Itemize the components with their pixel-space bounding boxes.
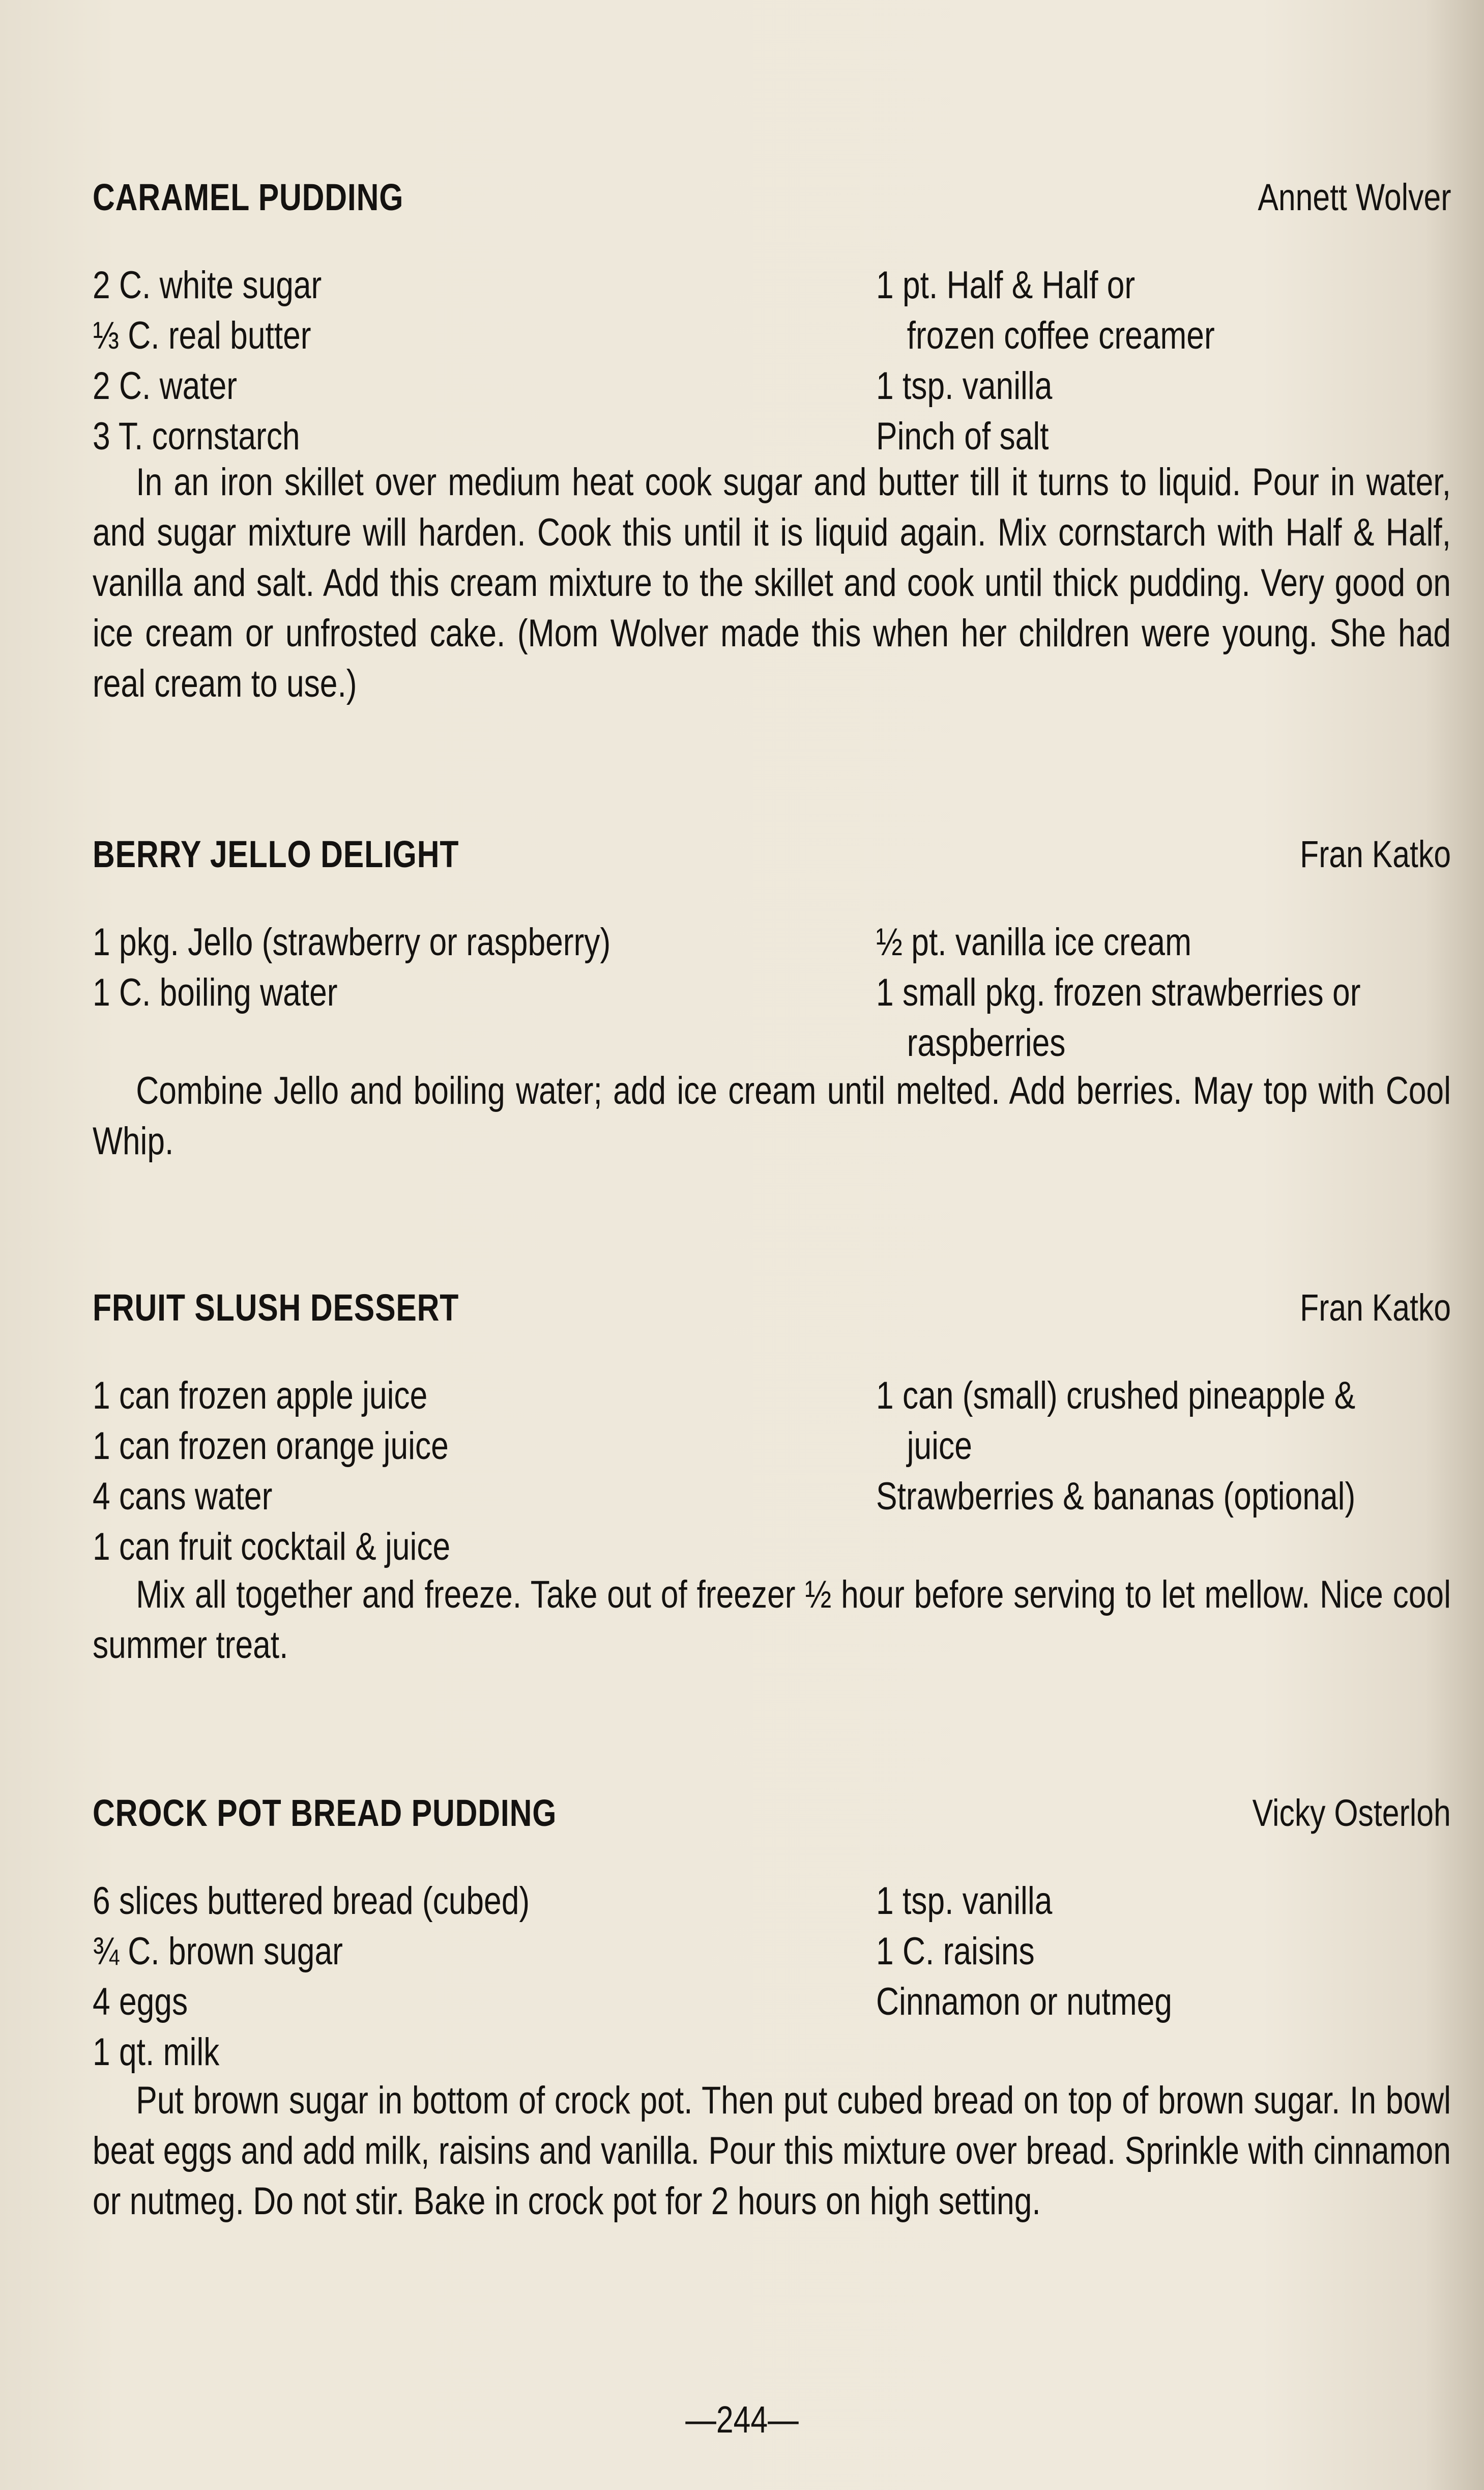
ingredient: Strawberries & bananas (optional) xyxy=(876,1475,1356,1518)
recipe-title: CARAMEL PUDDING xyxy=(93,176,404,218)
ingredient: 1 can frozen orange juice xyxy=(93,1424,449,1468)
ingredients-right-column xyxy=(876,1370,1461,1522)
recipe-directions xyxy=(93,1066,1451,1166)
directions-text: In an iron skillet over medium heat cook sugar and butter till it turns to liquid. Pour in water, and sugar mixture will harden. Cook this until it is liquid again. Mix cornstarch with Half & Half, vanilla and salt. Add this cream mixture to the skillet and cook until thick pudding. Very good on ice cream or unfrosted cake. (Mom Wolver made this when her children were young. She had real cream to use.) xyxy=(93,461,1451,705)
ingredient-list xyxy=(93,260,1451,462)
ingredient: 1 small pkg. frozen strawberries or xyxy=(876,971,1361,1014)
ingredients-left-column xyxy=(93,1370,529,1572)
recipe-crock-pot-bread-pudding xyxy=(93,1791,1451,2223)
recipe-author: Fran Katko xyxy=(1300,833,1451,875)
recipe-title: FRUIT SLUSH DESSERT xyxy=(93,1286,459,1329)
ingredients-left-column xyxy=(93,1876,626,2077)
recipe-caramel-pudding xyxy=(93,176,1451,705)
ingredient-list xyxy=(93,917,1451,1068)
recipe-title: CROCK POT BREAD PUDDING xyxy=(93,1792,557,1834)
ingredients-right-column xyxy=(876,917,1467,1068)
recipe-directions xyxy=(93,457,1451,709)
ingredient: frozen coffee creamer xyxy=(907,314,1215,357)
ingredient: Cinnamon or nutmeg xyxy=(876,1980,1172,2023)
ingredients-left-column xyxy=(93,917,724,1018)
directions-text: Combine Jello and boiling water; add ice cream until melted. Add berries. May top with Cool Whip. xyxy=(93,1069,1451,1163)
page-number: —244— xyxy=(685,2398,799,2441)
ingredient: 6 slices buttered bread (cubed) xyxy=(93,1879,530,1923)
recipe-author: Fran Katko xyxy=(1300,1286,1451,1329)
ingredient: 1 pkg. Jello (strawberry or raspberry) xyxy=(93,921,611,964)
ingredient: 1 can fruit cocktail & juice xyxy=(93,1525,451,1568)
recipe-header xyxy=(93,1791,1451,1842)
recipe-header xyxy=(93,1286,1451,1337)
ingredient: juice xyxy=(907,1424,972,1468)
ingredients-right-column xyxy=(876,260,1289,462)
ingredient: 1 can frozen apple juice xyxy=(93,1374,428,1417)
ingredient: 2 C. water xyxy=(93,364,238,408)
recipe-directions xyxy=(93,1569,1451,1670)
ingredient: Pinch of salt xyxy=(876,415,1049,458)
ingredient-list xyxy=(93,1370,1451,1572)
recipe-title: BERRY JELLO DELIGHT xyxy=(93,833,459,875)
recipe-directions xyxy=(93,2075,1451,2226)
ingredient: 3 T. cornstarch xyxy=(93,415,300,458)
ingredient: 1 pt. Half & Half or xyxy=(876,264,1136,307)
ingredient: 1 tsp. vanilla xyxy=(876,364,1053,408)
ingredient: 2 C. white sugar xyxy=(93,264,322,307)
ingredients-right-column xyxy=(876,1876,1237,2027)
ingredient: 1 qt. milk xyxy=(93,2030,220,2074)
recipe-author: Annett Wolver xyxy=(1258,176,1451,218)
ingredient-list xyxy=(93,1876,1451,2077)
recipe-header xyxy=(93,176,1451,226)
ingredient: 1 can (small) crushed pineapple & xyxy=(876,1374,1356,1417)
ingredient: ½ pt. vanilla ice cream xyxy=(876,921,1192,964)
directions-text: Put brown sugar in bottom of crock pot. Then put cubed bread on top of brown sugar. In bowl beat eggs and add milk, raisins and vanilla. Pour this mixture over bread. Sprinkle with cinnamon or nutmeg. Do not stir. Bake in crock pot for 2 hours on high setting. xyxy=(93,2079,1451,2223)
ingredient: raspberries xyxy=(907,1021,1066,1065)
ingredient: ¾ C. brown sugar xyxy=(93,1930,343,1973)
ingredient: 4 cans water xyxy=(93,1475,273,1518)
recipe-author: Vicky Osterloh xyxy=(1252,1792,1451,1834)
ingredient: 4 eggs xyxy=(93,1980,188,2023)
recipe-berry-jello-delight xyxy=(93,833,1451,1163)
recipe-fruit-slush-dessert xyxy=(93,1286,1451,1667)
directions-text: Mix all together and freeze. Take out of freezer ½ hour before serving to let mellow. Nice cool summer treat. xyxy=(93,1573,1451,1667)
ingredients-left-column xyxy=(93,260,372,462)
ingredient: 1 tsp. vanilla xyxy=(876,1879,1053,1923)
ingredient: 1 C. boiling water xyxy=(93,971,338,1014)
ingredient: 1 C. raisins xyxy=(876,1930,1035,1973)
ingredient: ⅓ C. real butter xyxy=(93,314,311,357)
recipe-header xyxy=(93,833,1451,883)
